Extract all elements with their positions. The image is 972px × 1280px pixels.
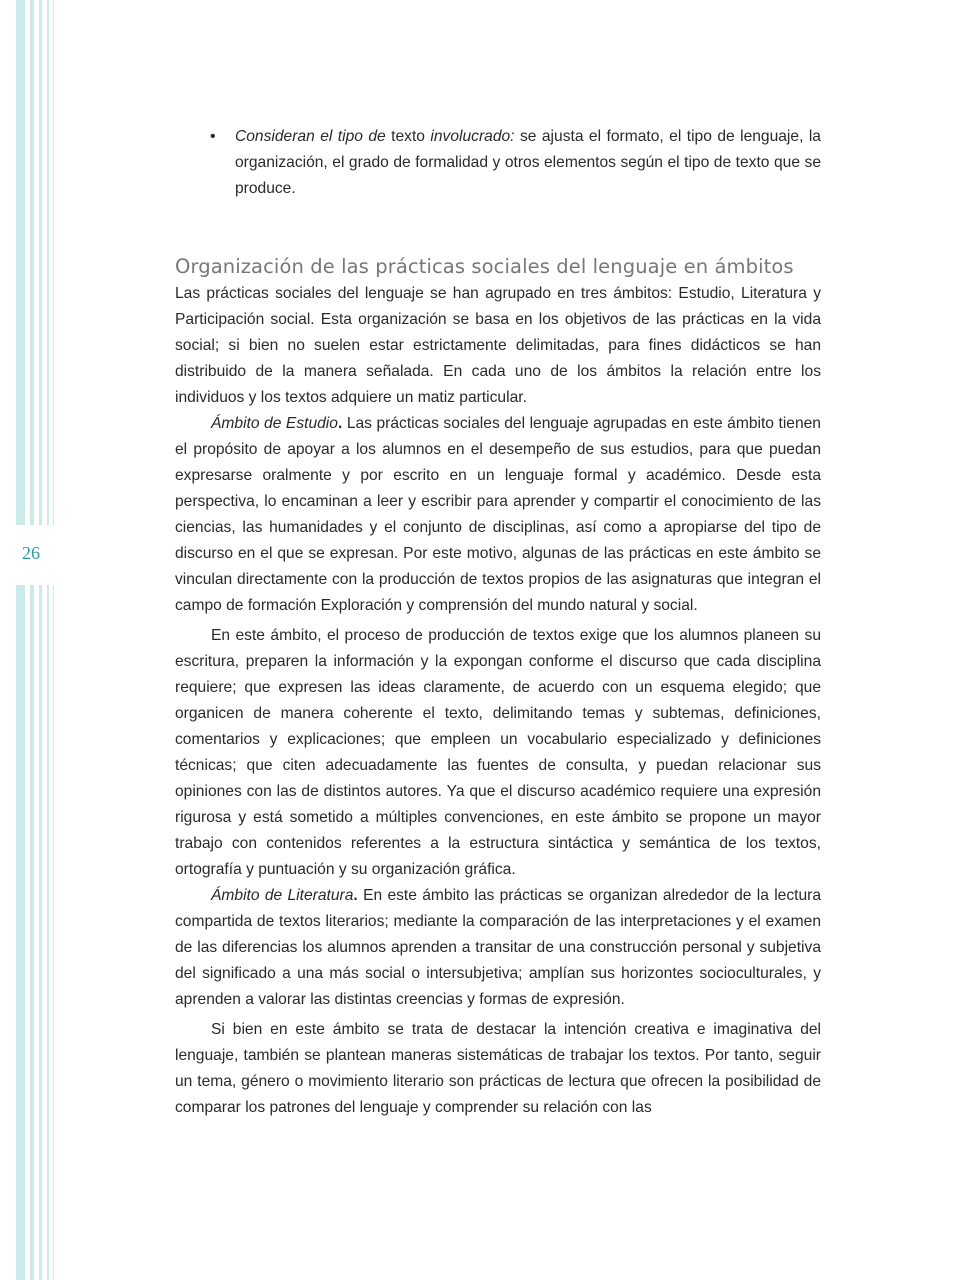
estudio-paragraph-2: En este ámbito, el proceso de producción de textos exige que los alumnos planeen su escritura, preparen la información y la expongan conforme el discurso que cada disciplina requiere; que expresen las ideas claramente, de acuerdo con un esquema elegido; que organicen de manera coherente el texto, delimitando temas y subtemas, definiciones, comentarios y explicaciones; que empleen un vocabulario especializado y definiciones técnicas; que citen adecuadamente las fuentes de consulta, y puedan relacionar sus opiniones con las de distintos autores. Ya que el discurso académico requiere una expresión rigurosa y está sometido a múltiples convenciones, en este ámbito se propone un mayor trabajo con contenidos referentes a la estructura sintáctica y semántica de los textos, ortografía y puntuación y su organización gráfica. xyxy=(175,627,821,878)
margin-stripes xyxy=(0,0,60,1280)
margin-stripe xyxy=(47,0,49,1280)
literatura-paragraph-2: Si bien en este ámbito se trata de destacar la intención creativa e imaginativa del lenguaje, también se plantean maneras sistemáticas de trabajar los textos. Por tanto, seguir un tema, género o movimiento literario son prácticas de lectura que ofrecen la posibilidad de comparar los patrones del lenguaje y comprender su relación con las xyxy=(175,1021,821,1116)
estudio-title: Ámbito de Estudio xyxy=(211,415,338,432)
estudio-text: Las prácticas sociales del lenguaje agrupadas en este ámbito tienen el propósito de apoyar a los alumnos en el desempeño de sus estudios, para que puedan expresarse oralmente y por escrito en un lenguaje formal y académico. Desde esta perspectiva, lo encaminan a leer y escribir para aprender y compartir el conocimiento de las ciencias, las humanidades y el conjunto de disciplinas, así como a apropiarse del tipo de discurso en el que se expresan. Por este motivo, algunas de las prácticas en este ámbito se vinculan directamente con la producción de textos propios de las asignaturas que integran el campo de formación Exploración y comprensión del mundo natural y social. xyxy=(175,415,821,614)
page-content xyxy=(175,124,821,1121)
margin-stripe xyxy=(39,0,42,1280)
bullet-lead: Consideran el tipo de xyxy=(235,128,386,145)
literatura-title: Ámbito de Literatura xyxy=(211,887,354,904)
bullet-text: se ajusta el formato, el tipo de lenguaje, la organización, el grado de formalidad y otros elementos según el tipo de texto que se produce. xyxy=(235,128,821,197)
section-heading: Organización de las prácticas sociales del lenguaje en ámbitos xyxy=(175,255,794,278)
intro-paragraph: Las prácticas sociales del lenguaje se han agrupado en tres ámbitos: Estudio, Literatura y Participación social. Esta organización se basa en los objetivos de las prácticas en la vida social; si bien no suelen estar estrictamente delimitadas, para fines didácticos se han distribuido de la manera señalada. En cada uno de los ámbitos la relación entre los individuos y los textos adquiere un matiz particular. xyxy=(175,285,821,406)
literatura-title-dot: . xyxy=(353,887,358,904)
bullet-lead-end: involucrado: xyxy=(430,128,515,145)
margin-stripe xyxy=(16,0,25,1280)
bullet-lead-plain: texto xyxy=(391,128,425,145)
bullet-dot-icon: • xyxy=(210,128,216,145)
literatura-text: En este ámbito las prácticas se organizan alrededor de la lectura compartida de textos literarios; mediante la comparación de las interpretaciones y el examen de las diferencias los alumnos aprenden a transitar de una construcción personal y subjetiva del significado a una más social o intersubjetiva; amplían sus horizontes socioculturales, y aprenden a valorar las distintas creencias y formas de expresión. xyxy=(175,887,822,1008)
estudio-paragraph xyxy=(175,411,821,619)
margin-stripe xyxy=(53,0,54,1280)
bullet-item xyxy=(175,124,821,202)
margin-stripe xyxy=(30,0,34,1280)
literatura-paragraph xyxy=(175,883,821,1013)
estudio-title-dot: . xyxy=(337,415,343,432)
page-number: 26 xyxy=(22,543,40,563)
